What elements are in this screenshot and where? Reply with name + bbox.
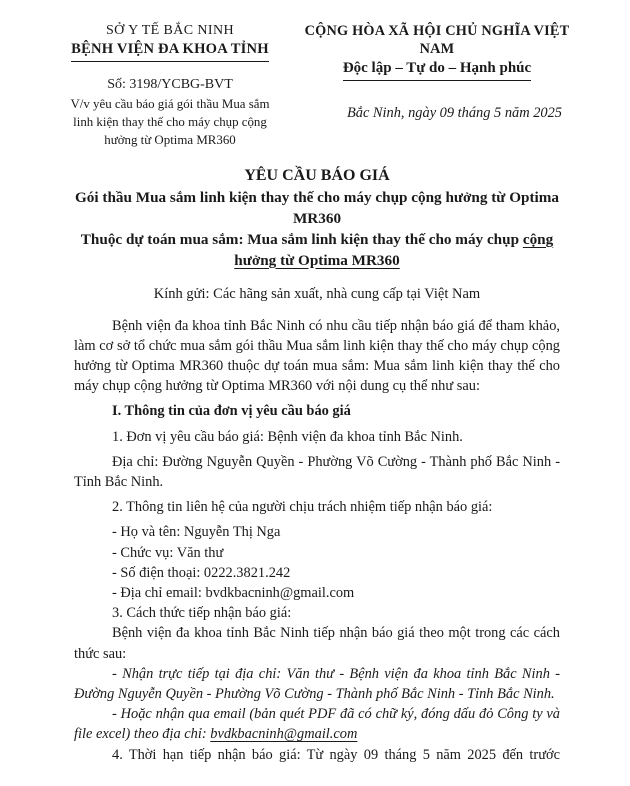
unit-address: Địa chỉ: Đường Nguyễn Quyền - Phường Võ Cường - Thành phố Bắc Ninh - Tỉnh Bắc Ninh.: [74, 453, 560, 491]
document-subject: V/v yêu cầu báo giá gói thầu Mua sắm linh kiện thay thế cho máy chụp cộng hưởng từ Optima MR360: [70, 97, 270, 148]
section-1-heading: I. Thông tin của đơn vị yêu cầu báo giá: [112, 403, 351, 420]
contact-email: - Địa chỉ email: bvdkbacninh@gmail.com: [112, 585, 355, 602]
package-title: Gói thầu Mua sắm linh kiện thay thế cho máy chụp cộng hưởng từ Optima MR360: [74, 188, 560, 227]
estimate-title-prefix: Thuộc dự toán mua sắm: Mua sắm linh kiện thay thế cho máy chụp: [80, 230, 520, 248]
method-email-text: - Hoặc nhận qua email (bản quét PDF đã có chữ ký, đóng dấu đỏ Công ty và file excel) theo địa chỉ:: [74, 706, 560, 743]
item-4-deadline-partial: 4. Thời hạn tiếp nhận báo giá: Từ ngày 09 tháng 5 năm 2025 đến trước: [112, 746, 560, 763]
org-name-text: BỆNH VIỆN ĐA KHOA TỈNH: [71, 40, 269, 62]
document-title: YÊU CẦU BÁO GIÁ: [244, 166, 390, 184]
document-title-block: [74, 165, 560, 271]
item-3-reception-method: 3. Cách thức tiếp nhận báo giá:: [112, 605, 292, 622]
national-motto: [286, 59, 588, 81]
item-1-requesting-unit: 1. Đơn vị yêu cầu báo giá: Bệnh viện đa khoa tỉnh Bắc Ninh.: [112, 428, 463, 445]
salutation-line: Kính gửi: Các hãng sản xuất, nhà cung cấp tại Việt Nam: [153, 285, 481, 302]
estimate-title: [74, 229, 560, 271]
national-title: CỘNG HÒA XÃ HỘI CHỦ NGHĨA VIỆT NAM: [304, 23, 570, 57]
parent-org-name: SỞ Y TẾ BẮC NINH: [106, 23, 234, 38]
national-motto-text: Độc lập – Tự do – Hạnh phúc: [343, 59, 531, 81]
intro-paragraph: Bệnh viện đa khoa tỉnh Bắc Ninh có nhu cầu tiếp nhận báo giá để tham khảo, làm cơ sở tổ chức mua sắm gói thầu Mua sắm linh kiện thay thế cho máy chụp cộng hưởng từ Optima MR360 thuộc dự toán mua sắm: Mua sắm linh kiện thay thế cho máy chụp cộng hưởng từ Optima MR360 với nội dung cụ thể như sau:: [74, 317, 560, 395]
estimate-title-underlined: cộng hưởng từ Optima MR360: [234, 230, 554, 269]
document-number: Số: 3198/YCBG-BVT: [107, 77, 233, 92]
method-email: [74, 704, 560, 744]
org-name: [54, 40, 286, 62]
issuing-org-block: [54, 22, 286, 150]
national-header-block: [286, 22, 588, 150]
contact-name: - Họ và tên: Nguyễn Thị Nga: [112, 524, 281, 541]
place-and-date: Bắc Ninh, ngày 09 tháng 5 năm 2025: [346, 105, 562, 121]
contact-phone: - Số điện thoại: 0222.3821.242: [112, 564, 291, 581]
method-direct-delivery: - Nhận trực tiếp tại địa chỉ: Văn thư - Bệnh viện đa khoa tỉnh Bắc Ninh - Đường Nguyễn Quyền - Phường Võ Cường - Thành phố Bắc Ninh - Tỉnh Bắc Ninh.: [74, 665, 560, 703]
method-email-address: bvdkbacninh@gmail.com: [210, 726, 358, 743]
document-header: [54, 22, 588, 150]
item-3-intro: Bệnh viện đa khoa tỉnh Bắc Ninh tiếp nhận báo giá theo một trong các cách thức sau:: [74, 625, 560, 662]
item-2-contact-info: 2. Thông tin liên hệ của người chịu trách nhiệm tiếp nhận báo giá:: [112, 499, 493, 516]
contact-position: - Chức vụ: Văn thư: [112, 544, 224, 561]
